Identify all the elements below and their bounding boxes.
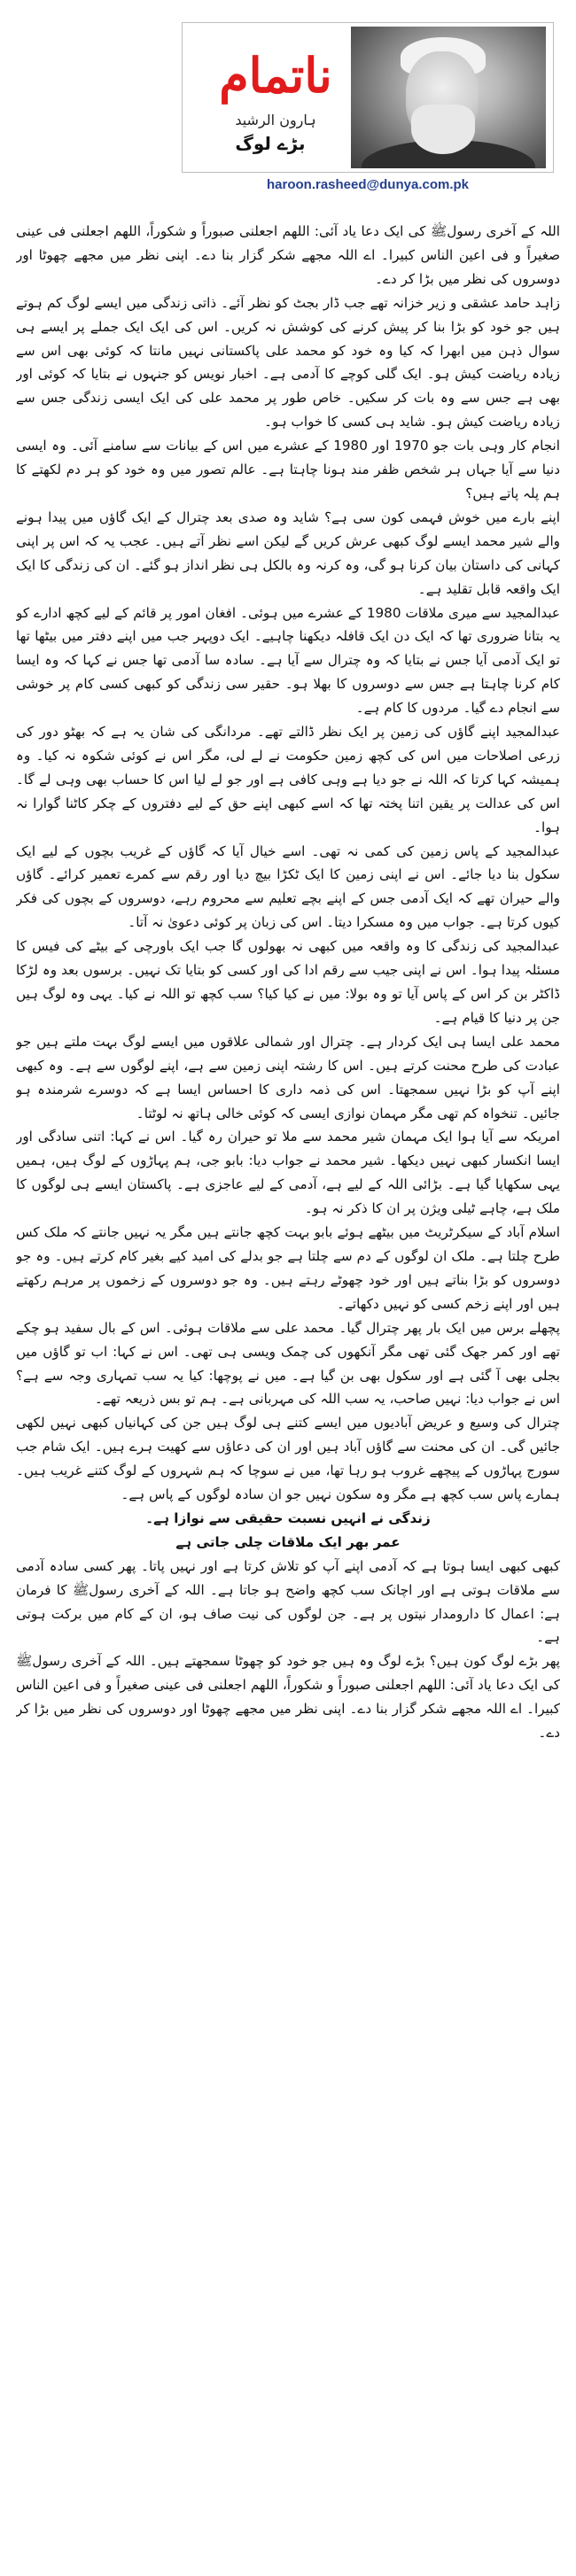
article-paragraph: اسلام آباد کے سیکرٹریٹ میں بیٹھے ہوئے بابو بہت کچھ جانتے ہیں مگر یہ نہیں جانتے کہ ملک کس طرح چلتا ہے۔ ملک ان لوگوں کے دم سے چلتا ہے جو بدلے کی امید کیے بغیر کام کرتے ہیں۔ وہ جو دوسروں کو بڑا بناتے ہیں اور خود چھوٹے رہتے ہیں۔ وہ جو دوسروں کے زخموں پر مرہم رکھتے ہیں اور اپنے زخم کسی کو نہیں دکھاتے۔: [16, 1224, 560, 1312]
column-header: [0, 0, 576, 213]
article-paragraph: اپنے بارے میں خوش فہمی کون سی ہے؟ شاید وہ صدی بعد چترال کے ایک گاؤں میں پیدا ہونے والے شیر محمد ایسے لوگ کبھی عرش کریں گے لیکن اسے نظر آتے ہیں۔ عجب یہ کہ اس پر اپنی کہانی کی داستان بیان کرنا ہو گی، وہ کرنہ وہ بالکل ہی نظر انداز ہو گئے۔ ان کی زندگی کا ایک ایک واقعہ قابل تقلید ہے۔: [16, 508, 560, 597]
article-paragraph: پھر بڑے لوگ کون ہیں؟ بڑے لوگ وہ ہیں جو خود کو چھوٹا سمجھتے ہیں۔ اللہ کے آخری رسولﷺ کی ایک دعا یاد آئی: اللھم اجعلنی صبوراً و شکوراً، اللھم اجعلنی فی عینی صغیراً و فی اعین الناس کبیرا۔ اے اللہ مجھے شکر گزار بنا دے۔ اپنی نظر میں مجھے چھوٹا اور دوسروں کی نظر میں بڑا کر دے۔: [16, 1653, 560, 1742]
author-email[interactable]: haroon.rasheed@dunya.com.pk: [266, 177, 469, 192]
column-title: ناتمام: [219, 47, 332, 104]
photo-beard: [411, 105, 475, 154]
article-paragraph: چترال کی وسیع و عریض آبادیوں میں ایسے کتنے ہی لوگ ہیں جن کی کہانیاں کبھی نہیں لکھی جائیں گی۔ ان کی محنت سے گاؤں آباد ہیں اور ان کی دعاؤں سے کھیت ہرے ہیں۔ ایک شام جب سورج پہاڑوں کے پیچھے غروب ہو رہا تھا، میں نے سوچا کہ ہم شہروں کے لوگ کتنے غریب ہیں۔ ہمارے پاس سب کچھ ہے مگر وہ سکون نہیں جو ان سادہ لوگوں کے پاس ہے۔: [16, 1415, 560, 1503]
article-paragraph: امریکہ سے آیا ہوا ایک مہمان شیر محمد سے ملا تو حیران رہ گیا۔ اس نے کہا: اتنی سادگی اور ایسا انکسار کبھی نہیں دیکھا۔ شیر محمد نے جواب دیا: بابو جی، ہم پہاڑوں کے لوگ ہیں، ہمیں یہی سکھایا گیا ہے۔ بڑائی اللہ کے لیے ہے، آدمی کے لیے عاجزی ہے۔ پاکستان ایسے ہی لوگوں کا ملک ہے، چاہے ٹیلی ویژن پر ان کا ذکر نہ ہو۔: [16, 1129, 560, 1217]
article-headline: بڑے لوگ: [235, 133, 306, 154]
article-paragraph: عبدالمجید اپنے گاؤں کی زمین پر ایک نظر ڈالتے تھے۔ مردانگی کی شان یہ ہے کہ بھٹو دور کی زرعی اصلاحات میں اس کی کچھ زمین حکومت نے لے لی، مگر اس نے کوئی شکوہ نہ کیا۔ وہ ہمیشہ کہا کرتا کہ اللہ نے جو دیا ہے وہی کافی ہے اور جو لے لیا اس کا حساب بھی وہی لے گا۔ اس کی عدالت پر یقین اتنا پختہ تھا کہ اسے کبھی اپنے حق کے لیے دفتروں کے چکر کاٹنا گوارا نہ ہوا۔: [16, 724, 560, 835]
article-paragraph: پچھلے برس میں ایک بار پھر چترال گیا۔ محمد علی سے ملاقات ہوئی۔ اس کے بال سفید ہو چکے تھے اور کمر جھک گئی تھی مگر آنکھوں کی چمک ویسی ہی تھی۔ اس نے کہا: اب تو گاؤں میں بجلی بھی آ گئی ہے اور سکول بھی بن گیا ہے۔ میں نے پوچھا: کیا یہ سب تمہاری وجہ سے ہے؟ اس نے جواب دیا: نہیں صاحب، یہ سب اللہ کی مہربانی ہے۔ ہم تو بس ذریعہ تھے۔: [16, 1319, 560, 1408]
author-name: ہارون الرشید: [235, 112, 316, 128]
article-paragraph: کبھی کبھی ایسا ہوتا ہے کہ آدمی اپنے آپ کو تلاش کرتا ہے اور نہیں پاتا۔ پھر کسی سادہ آدمی سے ملاقات ہوتی ہے اور اچانک سب کچھ واضح ہو جاتا ہے۔ اللہ کے آخری رسولﷺ کا فرمان ہے: اعمال کا دارومدار نیتوں پر ہے۔ جن لوگوں کی نیت صاف ہو، ان کے کام میں برکت ہوتی ہے۔: [16, 1557, 560, 1646]
verse-line: عمر بھر ایک ملاقات چلی جاتی ہے: [175, 1533, 401, 1550]
article-paragraph: زاہد حامد عشقی و زیر خزانہ تھے جب ڈار بجٹ کو نظر آئے۔ ذاتی زندگی میں ایسے لوگ کم ہوتے ہیں جو خود کو بڑا بنا کر پیش کرنے کی کوشش نہ کریں۔ اس کی ایک ایک جملے پر ایسے ہی سوال ذہن میں ابھرا کہ کیا وہ خود کو محمد علی پاکستانی نہیں مانتا کہ کوئی بھی اس سے زیادہ ریاضت کیش ہو۔ ایک گلی کوچے کا آدمی ہے۔ اخبار نویس کو جنہوں نے بتایا کہ کوئی اور بھی ہے جس سے وہ بات کر سکیں۔ خاص طور پر محمد علی کی ایک ایسی زندگی جس سے زیادہ ریاضت کیش ہو۔ شاید ہی کسی کا خواب ہو۔: [16, 294, 560, 431]
author-photo: [351, 27, 546, 168]
verse-line: زندگی نے انہیں نسبت حقیقی سے نوازا ہے۔: [145, 1509, 431, 1526]
article-body: [16, 220, 560, 2558]
article-paragraph: انجام کار وہی بات جو 1970 اور 1980 کے عشرے میں اس کے بیانات سے سامنے آئی۔ وہ ایسی دنیا سے آیا جہاں ہر شخص ظفر مند ہونا چاہتا ہے۔ عالم تصور میں وہ خود کو ہر دم لکھتے کا ہم پلہ پاتے ہیں؟: [16, 438, 560, 501]
article-paragraph: عبدالمجید کے پاس زمین کی کمی نہ تھی۔ اسے خیال آیا کہ گاؤں کے غریب بچوں کے لیے ایک سکول بنا دیا جائے۔ اس نے اپنی زمین کا ایک ٹکڑا بیچ دیا اور رقم سے کمرے تعمیر کرائے۔ گاؤں والے حیران تھے کہ ایک آدمی جس کے اپنے بچے تعلیم سے محروم رہے، دوسروں کے بچوں کی فکر کیوں کرتا ہے۔ جواب میں وہ مسکرا دیتا۔ اس کی زبان پر کوئی دعویٰ نہ آتا۔: [16, 842, 560, 931]
article-paragraph: عبدالمجید سے میری ملاقات 1980 کے عشرے میں ہوئی۔ افغان امور پر قائم کے لیے کچھ ادارے کو یہ بتانا ضروری تھا کہ ایک دن ایک قافلہ دیکھنا چاہیے۔ ایک دوپہر جب میں اپنے دفتر میں بیٹھا تھا تو ایک آدمی آیا جس نے بتایا کہ وہ چترال سے آیا ہے۔ سادہ سا آدمی تھا جس نے کہا کہ وہ ایسا کام کرنا چاہتا ہے جس سے دوسروں کا بھلا ہو۔ حقیر سی زندگی کو کبھی کسی کام پر خوشی سے انجام دے گیا۔ مردوں کا کام ہے۔: [16, 604, 560, 717]
article-paragraph: محمد علی ایسا ہی ایک کردار ہے۔ چترال اور شمالی علاقوں میں ایسے لوگ بہت ملتے ہیں جو عبادت کی طرح محنت کرتے ہیں۔ اس کا رشتہ اپنی زمین سے ہے، اپنے لوگوں سے ہے۔ وہ کبھی اپنے آپ کو بڑا نہیں سمجھتا۔ اس کی ذمہ داری کا احساس ایسا ہے کہ دوسرے شرمندہ ہو جائیں۔ تنخواہ کم تھی مگر مہمان نوازی ایسی کہ کوئی خالی ہاتھ نہ لوٹتا۔: [16, 1033, 560, 1121]
article-paragraph: عبدالمجید کی زندگی کا وہ واقعہ میں کبھی نہ بھولوں گا جب ایک باورچی کے بیٹے کی فیس کا مسئلہ پیدا ہوا۔ اس نے اپنی جیب سے رقم ادا کی اور کسی کو بتایا تک نہیں۔ برسوں بعد وہ لڑکا ڈاکٹر بن کر اس کے پاس آیا تو وہ بولا: میں نے کیا کیا؟ سب کچھ تو اللہ نے کیا۔ یہی وہ لوگ ہیں جن پر دنیا کا قیام ہے۔: [16, 938, 560, 1026]
article-paragraph: اللہ کے آخری رسولﷺ کی ایک دعا یاد آئی: اللھم اجعلنی صبوراً و شکوراً، اللھم اجعلنی فی عینی صغیراً و فی اعین الناس کبیرا۔ اے اللہ مجھے شکر گزار بنا دے۔ اپنی نظر میں مجھے چھوٹا اور دوسروں کی نظر میں بڑا کر دے۔: [16, 223, 560, 287]
